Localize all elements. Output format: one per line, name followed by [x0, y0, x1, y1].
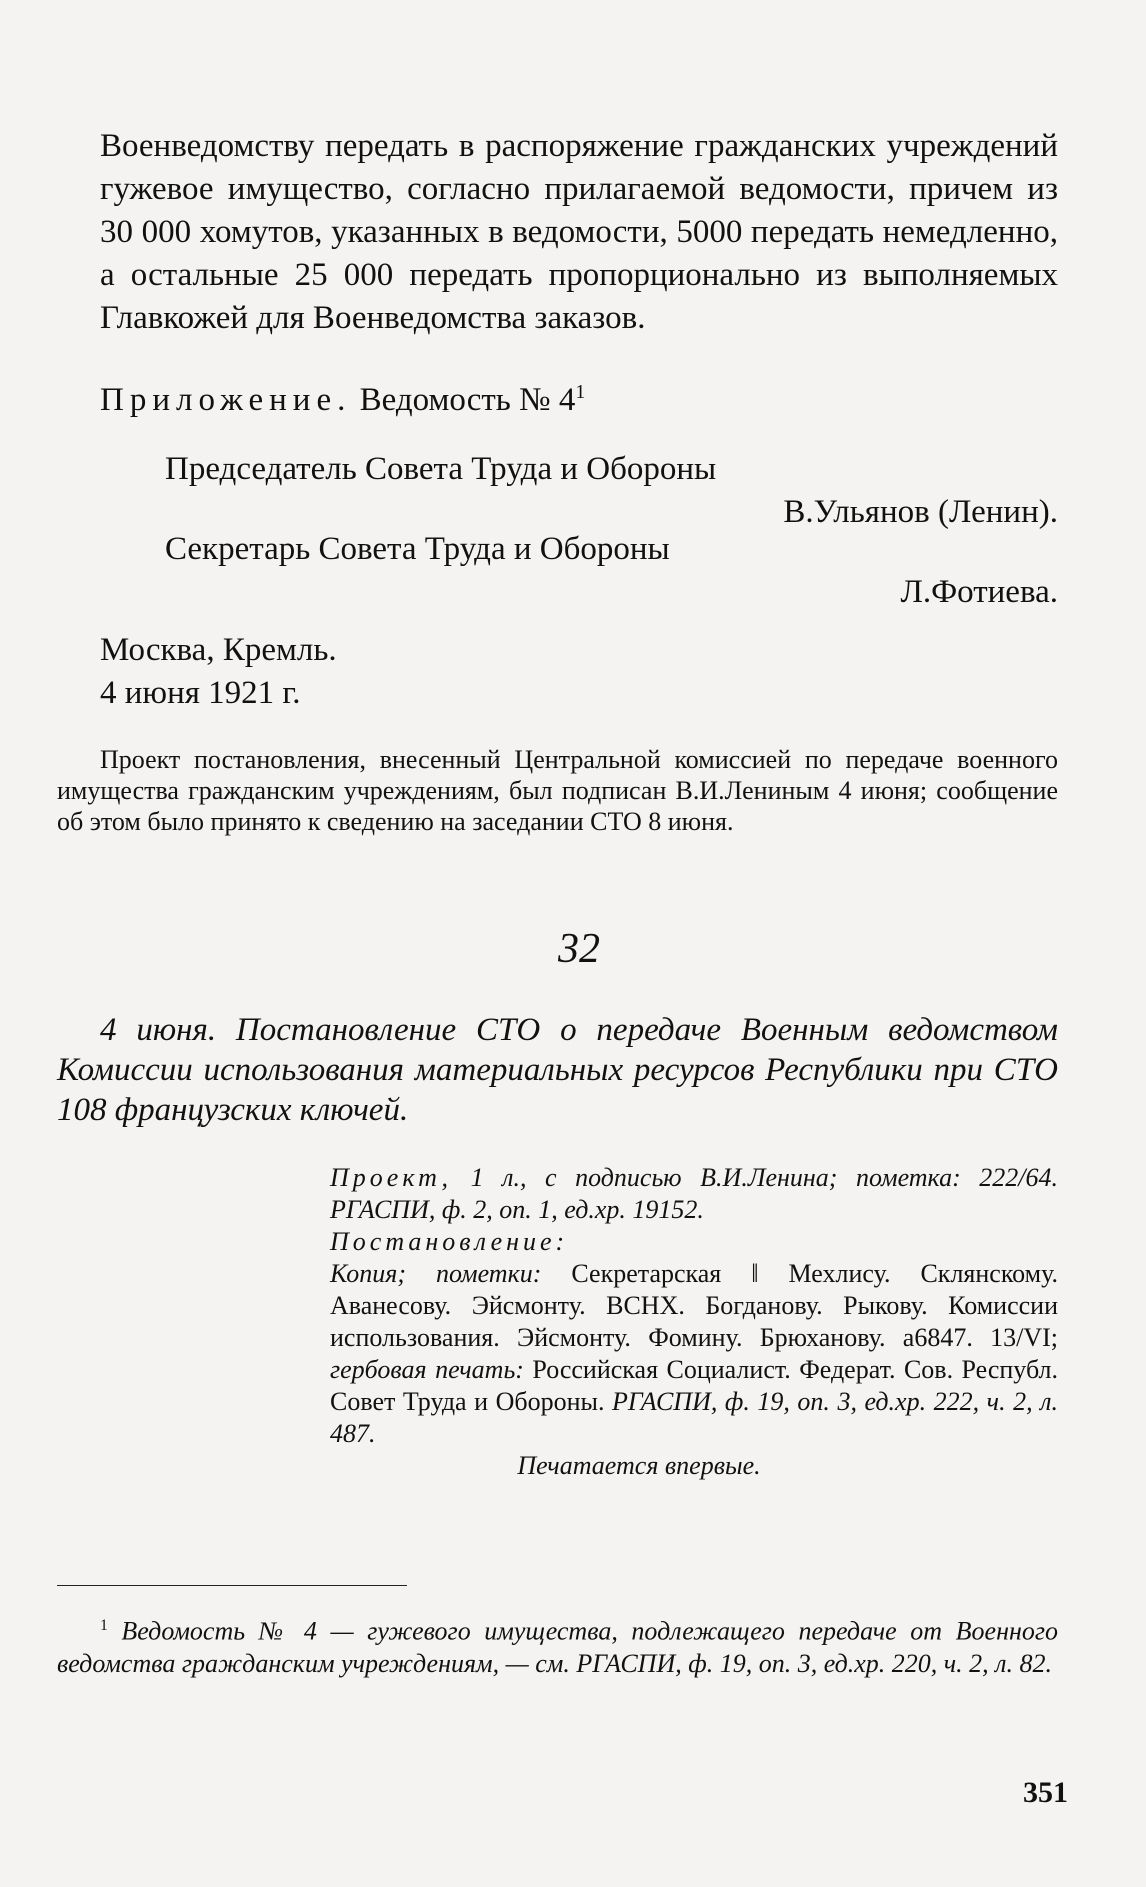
signature-title: Председатель Совета Труда и Обороны — [165, 451, 717, 487]
doc-number: 32 — [558, 926, 600, 972]
published-note: Печатается впервые. — [517, 1451, 761, 1480]
appendix-text: Ведомость № 4 — [359, 382, 576, 418]
body-text: Военведомству передать в распоряжение гражданских учреждений гужевое имущество, согласно прилагаемой ведомости, причем из 30 000 хомутов, указанных в ведомости, 5000 передать немедленно, а остальные 25 000 передать пропорционально из выполняемых Главкожей для Военведомства заказов. — [100, 128, 1058, 336]
draft-label: Проект, — [330, 1163, 453, 1192]
footnote-text: Ведомость № 4 — гужевого имущества, подлежащего передаче от Военного ведомства гражданским учреждениям, — см. РГАСПИ, ф. 19, оп. 3, ед.хр. 220, ч. 2, л. 82. — [57, 1616, 1059, 1678]
footnote-divider — [57, 1585, 407, 1586]
doc-heading-text: 4 июня. Постановление СТО о передаче Военным ведомством Комиссии использования материальных ресурсов Республики при СТО 108 французских ключей. — [57, 1012, 1058, 1128]
appendix-label: Приложение. — [100, 382, 352, 418]
date: 4 июня 1921 г. — [100, 675, 301, 711]
archive-resolution — [330, 1226, 1058, 1258]
stamp-label: гербовая печать: — [330, 1355, 524, 1384]
appendix-footnote-mark: 1 — [575, 381, 586, 403]
editorial-note-text: Проект постановления, внесенный Центральной комиссией по передаче военного имущества гражданским учреждениям, был подписан В.И.Лениным 4 июня; сообщение об этом было принято к сведению на заседании СТО 8 июня. — [57, 745, 1058, 836]
copy-source: РГАСПИ, ф. 19, оп. 3, ед.хр. 222, ч. 2, л. 487. — [330, 1387, 1058, 1448]
archive-draft — [330, 1162, 1058, 1226]
copy-text: Секретарская ‖ Мехлису. Склянскому. Аванесову. Эйсмонту. ВСНХ. Богданову. Рыкову. Комиссии использования. Эйсмонту. Фомину. Брюханову. а6847. 13/VI; — [330, 1259, 1058, 1352]
page-number: 351 — [1023, 1776, 1068, 1809]
stamp-text: Российская Социалист. Федерат. Сов. Республ. Совет Труда и Обороны. — [330, 1355, 1058, 1416]
footnote-mark: 1 — [100, 1617, 108, 1634]
document-number — [100, 925, 1058, 973]
signature-title: Секретарь Совета Труда и Обороны — [165, 531, 670, 567]
footnote — [57, 1610, 1058, 1680]
appendix-line — [100, 371, 1058, 422]
archive-copy — [330, 1258, 1058, 1450]
archive-block — [330, 1162, 1058, 1482]
place-date — [100, 629, 1058, 715]
place: Москва, Кремль. — [100, 632, 337, 668]
body-paragraph — [100, 125, 1058, 340]
signature-block-1 — [100, 448, 1058, 534]
copy-label: Копия; пометки: — [330, 1259, 542, 1288]
resolution-label: Постановление: — [330, 1227, 569, 1256]
signature-name: В.Ульянов (Ленин). — [783, 494, 1058, 530]
draft-text: 1 л., с подписью В.И.Ленина; пометка: 222/64. РГАСПИ, ф. 2, оп. 1, ед.хр. 19152. — [330, 1163, 1059, 1224]
signature-name: Л.Фотиева. — [900, 574, 1058, 610]
document-heading — [57, 1010, 1058, 1130]
signature-block-2 — [100, 528, 1058, 614]
editorial-note — [57, 744, 1058, 837]
